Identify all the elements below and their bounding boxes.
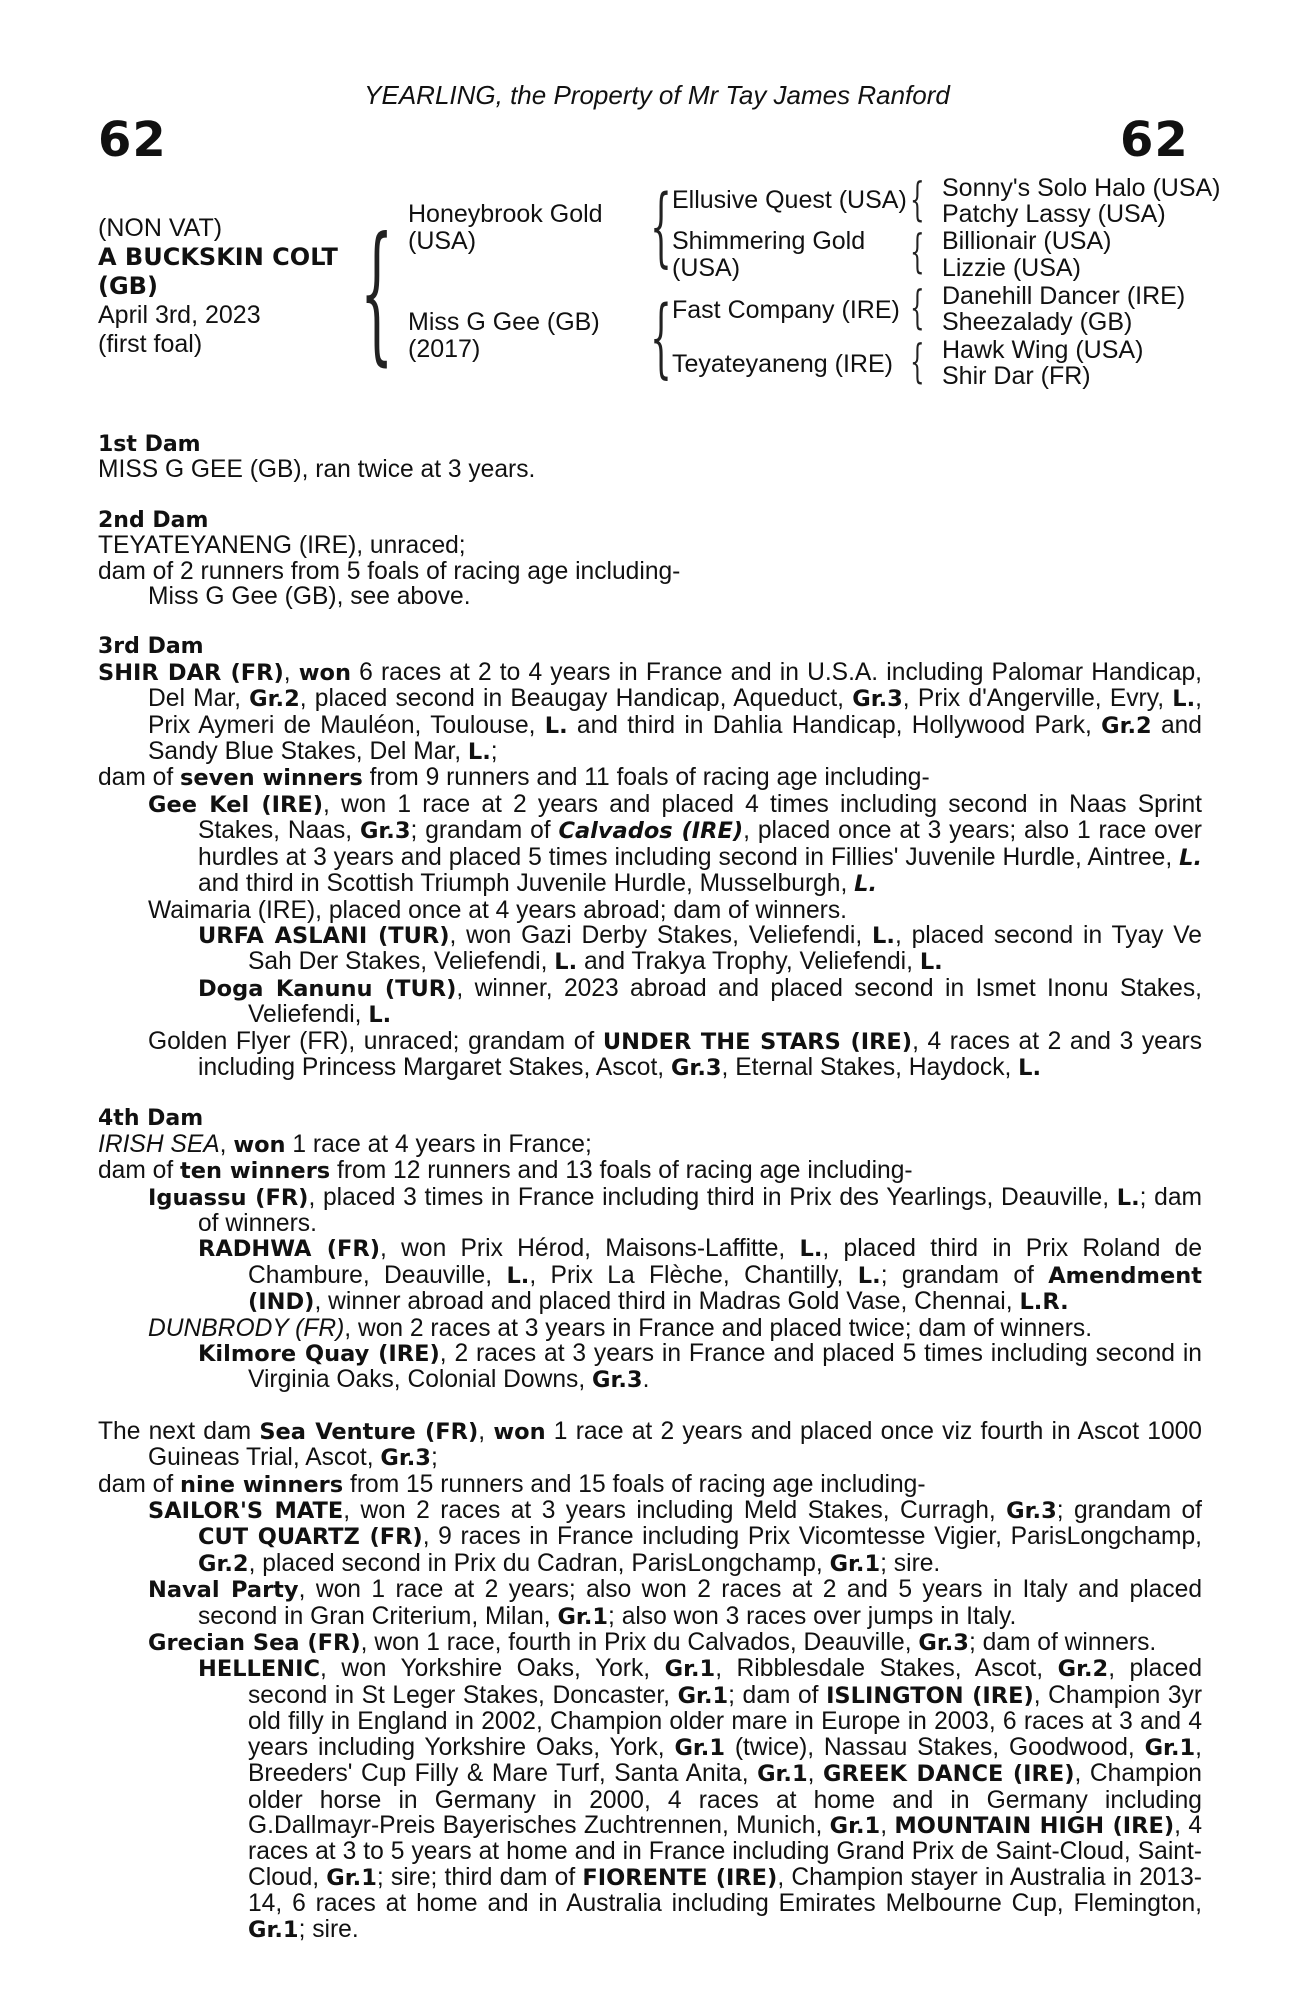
grade: L.	[368, 1002, 392, 1029]
horse-name: Gee Kel (IRE)	[148, 791, 324, 818]
second-dam-heading: 2nd Dam	[98, 507, 209, 533]
grade: Gr.2	[1057, 1656, 1109, 1683]
horse-name: Calvados (IRE)	[558, 818, 744, 845]
produce-entry: DUNBRODY (FR), won 2 races at 3 years in France and placed twice; dam of winners.	[148, 1314, 1093, 1342]
lot-number-left: 62	[98, 112, 167, 168]
subject-name: A BUCKSKIN COLT (GB)	[98, 243, 338, 300]
produce-record	[98, 432, 1202, 1943]
grade: L.	[467, 739, 491, 766]
produce-entry: URFA ASLANI (TUR), won Gazi Derby Stakes, Veliefendi, L., placed second in Tyay Ve Sah Der Stakes, Veliefendi, L. and Trakya Trophy, Veliefendi, L.	[198, 921, 1202, 976]
pedigree-g6: Sheezalady (GB)	[942, 308, 1133, 336]
horse-name: GREEK DANCE (IRE)	[823, 1761, 1075, 1788]
grade: L.	[1116, 1184, 1140, 1211]
grade: L.	[554, 949, 578, 976]
second-dam-line3: Miss G Gee (GB), see above.	[148, 583, 471, 611]
grade: L.	[506, 1262, 530, 1289]
grade: L.R.	[1019, 1289, 1069, 1316]
horse-name: FIORENTE (IRE)	[582, 1864, 778, 1891]
produce-entry: Iguassu (FR), placed 3 times in France including third in Prix des Yearlings, Deauville, L.; dam of winners.	[148, 1183, 1203, 1237]
pedigree-dam-sire: Fast Company (IRE)	[672, 296, 900, 324]
first-dam-text: MISS G GEE (GB), ran twice at 3 years.	[98, 456, 536, 484]
third-dam-heading: 3rd Dam	[98, 634, 204, 660]
won-label: won	[298, 659, 351, 686]
produce-entry: SAILOR'S MATE, won 2 races at 3 years including Meld Stakes, Curragh, Gr.3; grandam of CUT QUARTZ (FR), 9 races in France including Prix Vicomtesse Vigier, ParisLongchamp, Gr.2, placed second in Prix du Cadran, ParisLongchamp, Gr.1; sire.	[148, 1497, 1203, 1577]
subject-block	[98, 214, 378, 359]
pedigree-sire: Honeybrook Gold (USA)	[408, 200, 603, 255]
won-label: won	[493, 1418, 546, 1445]
produce-entry: Grecian Sea (FR), won 1 race, fourth in Prix du Calvados, Deauville, Gr.3; dam of winners.	[148, 1629, 1157, 1657]
fourth-dam-entry: IRISH SEA, won 1 race at 4 years in France;	[98, 1130, 592, 1158]
horse-name: CUT QUARTZ (FR)	[198, 1524, 423, 1551]
horse-name: HELLENIC	[198, 1656, 320, 1683]
horse-name: SAILOR'S MATE	[148, 1498, 344, 1525]
horse-name: ISLINGTON (IRE)	[826, 1682, 1034, 1709]
brace-g56: {	[910, 280, 925, 334]
grade: Gr.2	[1101, 712, 1152, 739]
grade: L.	[1018, 1054, 1042, 1081]
grade: L.	[857, 1262, 881, 1289]
brace-g12: {	[910, 172, 925, 226]
produce-entry: RADHWA (FR), won Prix Hérod, Maisons-Laffitte, L., placed third in Prix Roland de Chambure, Deauville, L., Prix La Flèche, Chantilly, L.; grandam of Amendment (IND), winner abroad and placed third in Madras Gold Vase, Chennai, L.R.	[198, 1235, 1203, 1316]
pedigree-sire-sire: Ellusive Quest (USA)	[672, 186, 907, 214]
won-label: won	[233, 1131, 286, 1158]
produce-entry: Doga Kanunu (TUR), winner, 2023 abroad and placed second in Ismet Inonu Stakes, Veliefendi, L.	[198, 974, 1202, 1029]
second-dam-line1: TEYATEYANENG (IRE), unraced;	[98, 532, 466, 560]
third-dam-produce-summary: dam of seven winners from 9 runners and 11 foals of racing age including-	[98, 764, 930, 792]
grade: Gr.3	[592, 1367, 643, 1394]
produce-entry: Golden Flyer (FR), unraced; grandam of UNDER THE STARS (IRE), 4 races at 2 and 3 years including Princess Margaret Stakes, Ascot, Gr.3, Eternal Stakes, Haydock, L.	[148, 1027, 1202, 1081]
second-dam-line2: dam of 2 runners from 5 foals of racing age including-	[98, 557, 681, 585]
grade: L.	[854, 871, 878, 898]
produce-entry: Naval Party, won 1 race at 2 years; also won 2 races at 2 and 5 years in Italy and placed second in Gran Criterium, Milan, Gr.1; also won 3 races over jumps in Italy.	[148, 1576, 1202, 1630]
grade: L.	[544, 712, 568, 739]
foal-note: (first foal)	[98, 330, 203, 358]
grade: Gr.3	[918, 1630, 969, 1657]
pedigree-g3: Billionair (USA)	[942, 227, 1112, 255]
grade: L.	[799, 1236, 823, 1263]
lot-number-right: 62	[1120, 112, 1189, 168]
horse-name: URFA ASLANI (TUR)	[198, 922, 450, 949]
brace-g34: {	[910, 224, 925, 278]
produce-entry: Kilmore Quay (IRE), 2 races at 3 years in France and placed 5 times including second in Virginia Oaks, Colonial Downs, Gr.3.	[198, 1340, 1202, 1394]
grade: Gr.1	[757, 1761, 808, 1788]
grade: Gr.3	[380, 1445, 431, 1472]
horse-name: Doga Kanunu (TUR)	[198, 975, 457, 1002]
pedigree-g8: Shir Dar (FR)	[942, 362, 1091, 390]
grade: Gr.2	[249, 686, 300, 713]
brace-sire: {	[650, 177, 672, 277]
grade: Gr.1	[829, 1812, 881, 1839]
grade: Gr.1	[248, 1916, 299, 1943]
pedigree-g7: Hawk Wing (USA)	[942, 336, 1144, 364]
horse-name: Sea Venture (FR)	[259, 1418, 479, 1445]
horse-name: UNDER THE STARS (IRE)	[602, 1028, 913, 1055]
brace-gen1: {	[360, 206, 394, 380]
produce-entry: Waimaria (IRE), placed once at 4 years abroad; dam of winners.	[148, 896, 847, 924]
horse-name: RADHWA (FR)	[198, 1236, 381, 1263]
grade: Gr.1	[664, 1656, 716, 1683]
pedigree-g2: Patchy Lassy (USA)	[942, 200, 1166, 228]
next-dam-entry: The next dam Sea Venture (FR), won 1 race at 2 years and placed once viz fourth in Ascot 1000 Guineas Trial, Ascot, Gr.3;	[98, 1417, 1202, 1472]
grade: Gr.1	[829, 1550, 881, 1577]
horse-name: Iguassu (FR)	[148, 1184, 309, 1211]
grade: Gr.1	[1144, 1734, 1196, 1761]
next-dam-produce-summary: dam of nine winners from 15 runners and 15 foals of racing age including-	[98, 1470, 926, 1498]
pedigree-g1: Sonny's Solo Halo (USA)	[942, 174, 1221, 202]
pedigree-g4: Lizzie (USA)	[942, 254, 1081, 282]
horse-name: DUNBRODY (FR)	[148, 1314, 345, 1342]
grade: Gr.1	[557, 1603, 609, 1630]
brace-g78: {	[910, 334, 925, 388]
grade: Gr.3	[670, 1054, 722, 1081]
produce-entry: HELLENIC, won Yorkshire Oaks, York, Gr.1, Ribblesdale Stakes, Ascot, Gr.2, placed second in St Leger Stakes, Doncaster, Gr.1; dam of ISLINGTON (IRE), Champion 3yr old filly in England in 2002, Champion older mare in Europe in 2003, 6 races at 3 and 4 years including Yorkshire Oaks, York, Gr.1 (twice), Nassau Stakes, Goodwood, Gr.1, Breeders' Cup Filly & Mare Turf, Santa Anita, Gr.1, GREEK DANCE (IRE), Champion older horse in Germany in 2000, 4 races at home and in Germany including G.Dallmayr-Preis Bayerisches Zuchtrennen, Munich, Gr.1, MOUNTAIN HIGH (IRE), 4 races at 3 to 5 years at home and in France including Grand Prix de Saint-Cloud, Saint-Cloud, Gr.1; sire; third dam of FIORENTE (IRE), Champion stayer in Australia in 2013-14, 6 races at home and in Australia including Emirates Melbourne Cup, Flemington, Gr.1; sire.	[198, 1655, 1203, 1943]
grade: Gr.2	[198, 1550, 249, 1577]
grade: Gr.1	[677, 1682, 729, 1709]
fourth-dam-produce-summary: dam of ten winners from 12 runners and 13 foals of racing age including-	[98, 1157, 913, 1185]
produce-entry: Gee Kel (IRE), won 1 race at 2 years and placed 4 times including second in Naas Sprint Stakes, Naas, Gr.3; grandam of Calvados (IRE), placed once at 3 years; also 1 race over hurdles at 3 years and placed 5 times including second in Fillies' Juvenile Hurdle, Aintree, L. and third in Scottish Triumph Juvenile Hurdle, Musselburgh, L.	[148, 790, 1202, 898]
grade: Gr.3	[1006, 1498, 1057, 1525]
horse-name: SHIR DAR (FR)	[98, 659, 284, 686]
fourth-dam-heading: 4th Dam	[98, 1106, 204, 1132]
grade: L.	[872, 922, 895, 949]
grade: Gr.3	[852, 686, 903, 713]
grade: Gr.1	[326, 1864, 377, 1891]
pedigree-g5: Danehill Dancer (IRE)	[942, 282, 1186, 310]
horse-name: Grecian Sea (FR)	[148, 1630, 361, 1657]
grade: L.	[1179, 844, 1202, 871]
horse-name: Kilmore Quay (IRE)	[198, 1341, 440, 1367]
brace-dam: {	[650, 288, 672, 388]
grade: L.	[919, 949, 943, 976]
first-dam-heading: 1st Dam	[98, 432, 201, 457]
horse-name: IRISH SEA	[98, 1130, 220, 1158]
third-dam-entry: SHIR DAR (FR), won 6 races at 2 to 4 years in France and in U.S.A. including Palomar Handicap, Del Mar, Gr.2, placed second in Beaugay Handicap, Aqueduct, Gr.3, Prix d'Angerville, Evry, L., Prix Aymeri de Mauléon, Toulouse, L. and third in Dahlia Handicap, Hollywood Park, Gr.2 and Sandy Blue Stakes, Del Mar, L.;	[98, 658, 1203, 766]
grade: Gr.1	[674, 1734, 726, 1761]
horse-name: Amendment (IND)	[248, 1262, 1202, 1316]
vat-status: (NON VAT)	[98, 214, 223, 242]
horse-name: Naval Party	[148, 1577, 299, 1604]
grade: L.	[1172, 686, 1196, 713]
pedigree-sire-dam: Shimmering Gold (USA)	[672, 227, 866, 282]
pedigree-dam: Miss G Gee (GB) (2017)	[408, 308, 600, 363]
foaling-date: April 3rd, 2023	[98, 301, 261, 329]
grade: Gr.3	[359, 818, 411, 845]
horse-name: MOUNTAIN HIGH (IRE)	[894, 1812, 1175, 1839]
page-header: YEARLING, the Property of Mr Tay James Ranford	[364, 80, 950, 110]
pedigree-dam-dam: Teyateyaneng (IRE)	[672, 350, 893, 378]
